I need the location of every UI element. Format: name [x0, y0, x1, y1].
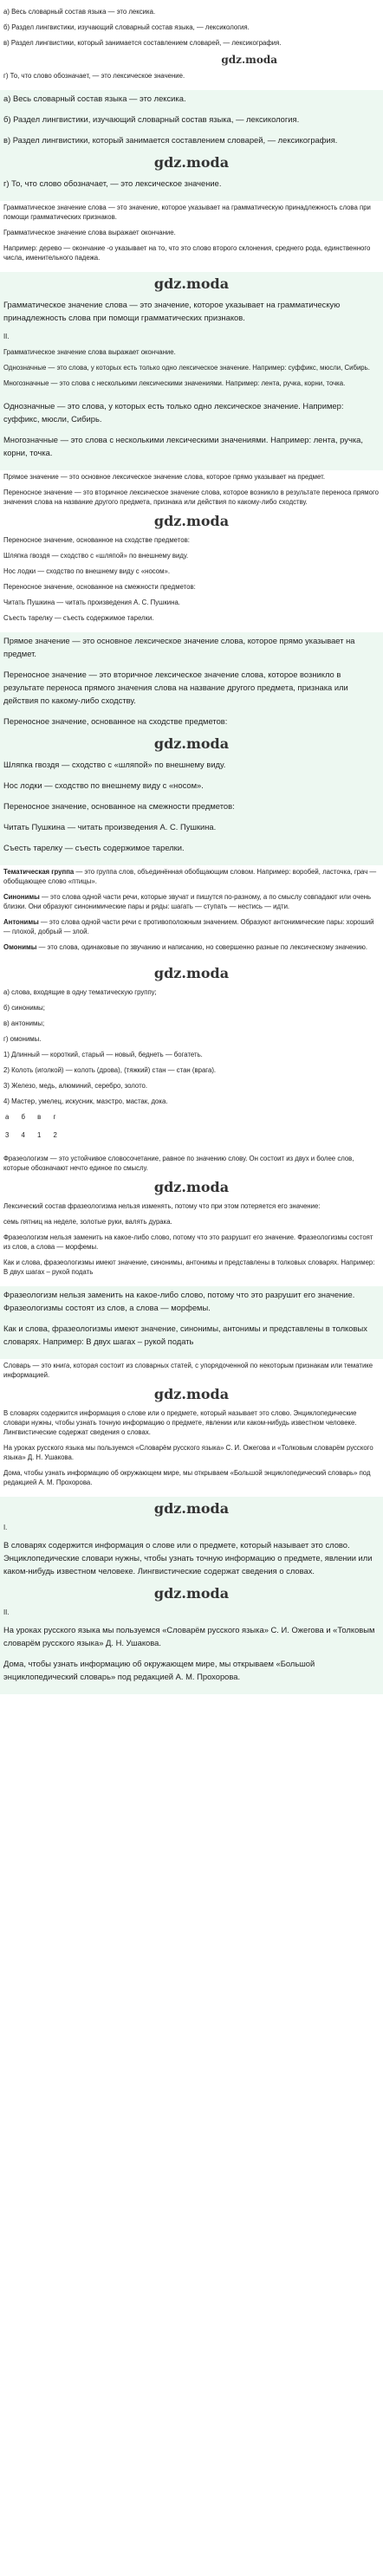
- paragraph: в) Раздел лингвистики, который занимается составлением словарей, — лексикография.: [3, 135, 338, 145]
- term-definition: [2, 942, 381, 952]
- paragraph: Однозначные — это слова, у которых есть только одно лексическое значение. Например: суффикс, мюсли, Сибирь.: [3, 401, 347, 424]
- list-item: б) синонимы;: [3, 1004, 45, 1012]
- paragraph: Съесть тарелку — съесть содержимое тарелки.: [3, 843, 185, 852]
- table-cell: 1: [37, 1131, 47, 1139]
- paragraph: Лексический состав фразеологизма нельзя изменять, потому что при этом потеряется его значение:: [3, 1202, 321, 1210]
- answer-block-9: [0, 961, 383, 1152]
- paragraph: в) Раздел лингвистики, который занимается составлением словарей, — лексикография.: [3, 39, 282, 47]
- paragraph: Многозначные — это слова с несколькими лексическими значениями. Например: лента, ручка, корни, точка.: [3, 379, 346, 387]
- paragraph: Шляпка гвоздя — сходство с «шляпой» по внешнему виду.: [3, 760, 226, 769]
- list-item: 1) Длинный — короткий, старый — новый, беднеть — богатеть.: [3, 1051, 203, 1058]
- list-item: 3) Железо, медь, алюминий, серебро, золото.: [3, 1082, 148, 1090]
- watermark-logo: gdz.moda: [153, 735, 230, 752]
- paragraph: Переносное значение, основанное на сходстве предметов:: [3, 716, 228, 726]
- watermark-logo: gdz.moda: [153, 513, 230, 529]
- watermark-logo: gdz.moda: [153, 1500, 230, 1517]
- table-cell: 2: [53, 1131, 62, 1139]
- paragraph: Фразеологизм нельзя заменить на какое-либо слово, потому что это разрушит его значение. Фразеологизмы состоят из слов, а слова — морфемы.: [3, 1290, 357, 1312]
- list-item: 2) Колоть (иголкой) — колоть (дрова), (тяжкий) стан — стан (врага).: [3, 1066, 217, 1074]
- watermark-logo: gdz.moda: [153, 154, 230, 171]
- answer-block-13: [0, 1497, 383, 1694]
- paragraph: Читать Пушкина — читать произведения А. С. Пушкина.: [3, 822, 217, 832]
- paragraph: Шляпка гвоздя — сходство с «шляпой» по внешнему виду.: [3, 552, 189, 560]
- paragraph: На уроках русского языка мы пользуемся «Словарём русского языка» С. И. Ожегова и «Толковым словарём русского языка» Д. Н. Ушакова.: [3, 1444, 375, 1461]
- watermark-logo: gdz.moda: [153, 965, 230, 981]
- definition: — это слова одной части речи, которые звучат и пишутся по-разному, а по смыслу совпадают или очень близки. Они образуют синонимические пары и ряды: шагать — ступать — нестись — идти.: [3, 893, 373, 910]
- paragraph: II.: [3, 333, 10, 340]
- paragraph: Словарь — это книга, которая состоит из словарных статей, с упорядоченной по некоторым признакам или тематике информацией.: [3, 1362, 375, 1379]
- paragraph: Например: дерево — окончание -о указывает на то, что это слово второго склонения, среднего рода, единственного числа, именительного падежа.: [3, 244, 373, 262]
- term: Синонимы: [3, 893, 40, 901]
- table-cell: г: [53, 1113, 62, 1121]
- paragraph: а) Весь словарный состав языка — это лексика.: [3, 8, 156, 16]
- paragraph: Читать Пушкина — читать произведения А. С. Пушкина.: [3, 599, 180, 606]
- paragraph: Дома, чтобы узнать информацию об окружающем мире, мы открываем «Большой энциклопедический словарь» под редакцией А. М. Прохорова.: [3, 1659, 317, 1681]
- paragraph: Переносное значение — это вторичное лексическое значение слова, которое возникло в результате переноса прямого значения слова на название другого предмета, признака или действия по какому-либо сходству.: [3, 670, 351, 705]
- table-cell: в: [37, 1113, 47, 1121]
- answer-block-1: [0, 5, 383, 90]
- paragraph: I.: [3, 1524, 8, 1531]
- paragraph: В словарях содержится информация о слове или о предмете, который называет это слово. Энциклопедические словари нужны, чтобы узнать точную информацию о предмете, явлении или каком-нибудь известном человеке. Лингвистические содержат сведения о словах.: [3, 1540, 375, 1576]
- watermark-logo: gdz.moda: [153, 1179, 230, 1195]
- answer-block-5: [0, 398, 383, 470]
- paragraph: Дома, чтобы узнать информацию об окружающем мире, мы открываем «Большой энциклопедический словарь» под редакцией А. М. Прохорова.: [3, 1469, 373, 1486]
- table-cell: 4: [21, 1131, 30, 1139]
- paragraph: Прямое значение — это основное лексическое значение слова, которое прямо указывает на предмет.: [3, 473, 325, 481]
- paragraph: II.: [3, 1608, 10, 1616]
- answer-block-10: [0, 1152, 383, 1286]
- paragraph: Прямое значение — это основное лексическое значение слова, которое прямо указывает на предмет.: [3, 636, 358, 658]
- table-cell: б: [21, 1113, 30, 1121]
- paragraph: семь пятниц на неделе, золотые руки, валять дурака.: [3, 1218, 172, 1226]
- watermark-logo: gdz.moda: [221, 54, 277, 66]
- paragraph: Грамматическое значение слова — это значение, которое указывает на грамматическую принадлежность слова при помощи грамматических признаков.: [3, 300, 342, 322]
- paragraph: Фразеологизм нельзя заменить на какое-либо слово, потому что это разрушит его значение. Фразеологизмы состоят из слов, а слова — морфемы.: [3, 1233, 375, 1251]
- definition: — это слова одной части речи с противоположным значением. Образуют антонимические пары: хороший — плохой, добрый — злой.: [3, 918, 376, 935]
- paragraph: Грамматическое значение слова — это значение, которое указывает на грамматическую принадлежность слова при помощи грамматических признаков.: [3, 204, 373, 221]
- paragraph: Многозначные — это слова с несколькими лексическими значениями. Например: лента, ручка, корни, точка.: [3, 435, 366, 457]
- watermark-logo: gdz.moda: [153, 275, 230, 292]
- paragraph: а) Весь словарный состав языка — это лексика.: [3, 94, 186, 103]
- paragraph: Нос лодки — сходство по внешнему виду с «носом».: [3, 780, 204, 790]
- term-definition: [2, 917, 381, 936]
- answer-block-12: [0, 1359, 383, 1497]
- paragraph: Как и слова, фразеологизмы имеют значение, синонимы, антонимы и представлены в толковых словарях. Например: В двух шагах – рукой подать: [3, 1324, 370, 1346]
- term-definition: [2, 892, 381, 911]
- paragraph: Фразеологизм — это устойчивое словосочетание, равное по значению слову. Он состоит из двух и более слов, которые обозначают нечто единое по смыслу.: [3, 1155, 356, 1172]
- term: Антонимы: [3, 918, 39, 926]
- paragraph: Переносное значение — это вторичное лексическое значение слова, которое возникло в результате переноса прямого значения слова на название другого предмета, признака или действия по какому-либо сходству.: [3, 489, 381, 506]
- watermark-logo: gdz.moda: [153, 1585, 230, 1602]
- term: Тематическая группа: [3, 868, 75, 876]
- definition: — это слова, одинаковые по звучанию и написанию, но совершенно разные по лексическому значению.: [36, 943, 368, 951]
- paragraph: Переносное значение, основанное на смежности предметов:: [3, 801, 235, 811]
- paragraph: Переносное значение, основанное на смежности предметов:: [3, 583, 196, 591]
- term: Омонимы: [3, 943, 37, 951]
- answer-block-11: [0, 1286, 383, 1359]
- paragraph: Нос лодки — сходство по внешнему виду с «носом».: [3, 567, 170, 575]
- answer-block-8: [0, 865, 383, 961]
- watermark-logo: gdz.moda: [153, 1386, 230, 1402]
- paragraph: Грамматическое значение слова выражает окончание.: [3, 348, 176, 356]
- answer-table-numbers: [5, 1130, 381, 1140]
- table-cell: а: [5, 1113, 15, 1121]
- answer-block-4: [0, 272, 383, 398]
- paragraph: Однозначные — это слова, у которых есть только одно лексическое значение. Например: суффикс, мюсли, Сибирь.: [3, 364, 370, 372]
- answer-table-letters: [5, 1112, 381, 1122]
- table-cell: 3: [5, 1131, 15, 1139]
- answer-block-6: [0, 470, 383, 632]
- list-item: г) омонимы.: [3, 1035, 42, 1043]
- paragraph: На уроках русского языка мы пользуемся «Словарём русского языка» С. И. Ожегова и «Толковым словарём русского языка» Д. Н. Ушакова.: [3, 1625, 378, 1647]
- paragraph: В словарях содержится информация о слове или о предмете, который называет это слово. Энциклопедические словари нужны, чтобы узнать точную информацию о предмете, явлении или каком-нибудь известном человеке. Лингвистические содержат сведения о словах.: [3, 1409, 359, 1436]
- paragraph: Переносное значение, основанное на сходстве предметов:: [3, 536, 190, 544]
- answer-block-7: [0, 632, 383, 865]
- answer-block-2: [0, 90, 383, 201]
- term-definition: [2, 867, 381, 886]
- paragraph: б) Раздел лингвистики, изучающий словарный состав языка, — лексикология.: [3, 23, 250, 31]
- paragraph: г) То, что слово обозначает, — это лексическое значение.: [3, 178, 222, 188]
- paragraph: б) Раздел лингвистики, изучающий словарный состав языка, — лексикология.: [3, 114, 300, 124]
- definition: — это группа слов, объединённая обобщающим словом. Например: воробей, ласточка, грач — обобщающее слово «птицы».: [3, 868, 379, 885]
- answer-block-3: [0, 201, 383, 272]
- list-item: а) слова, входящие в одну тематическую группу;: [3, 988, 157, 996]
- paragraph: Грамматическое значение слова выражает окончание.: [3, 229, 176, 236]
- list-item: 4) Мастер, умелец, искусник, маэстро, мастак, дока.: [3, 1097, 168, 1105]
- paragraph: г) То, что слово обозначает, — это лексическое значение.: [3, 72, 185, 80]
- list-item: в) антонимы;: [3, 1019, 45, 1027]
- paragraph: Съесть тарелку — съесть содержимое тарелки.: [3, 614, 154, 622]
- paragraph: Как и слова, фразеологизмы имеют значение, синонимы, антонимы и представлены в толковых словарях. Например: В двух шагах – рукой подать: [3, 1259, 377, 1276]
